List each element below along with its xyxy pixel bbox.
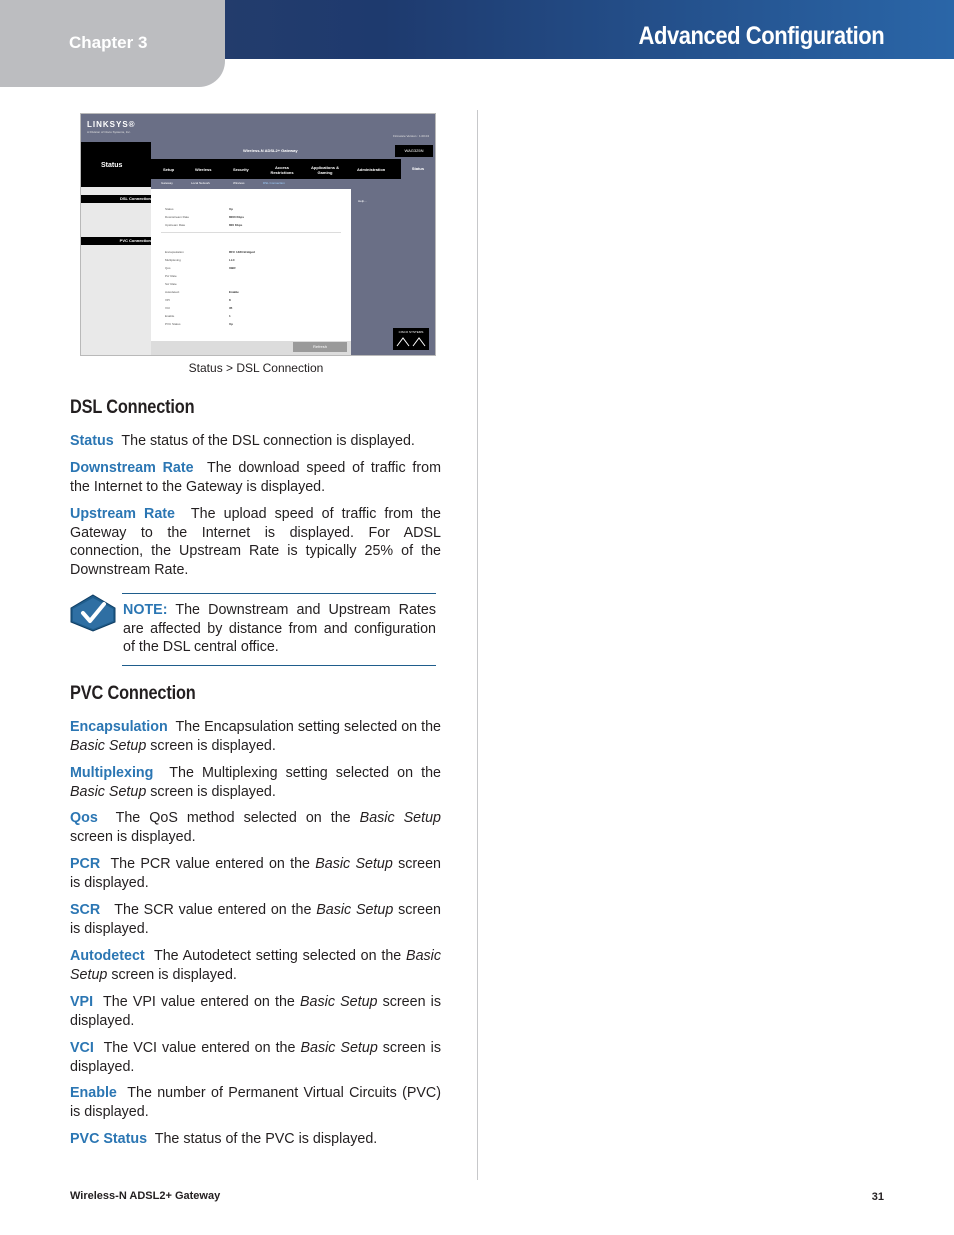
checkmark-note-icon xyxy=(70,594,116,632)
pvc-desc-suffix: screen is displayed. xyxy=(146,783,276,800)
pvc-desc: The QoS method selected on the xyxy=(97,810,360,826)
screenshot-row-label: Enable xyxy=(165,314,175,318)
note-bottom-rule xyxy=(122,665,436,666)
pvc-term: PVC Status xyxy=(70,1131,148,1147)
pvc-desc: The Autodetect setting selected on the xyxy=(144,948,407,964)
pvc-desc: The Multiplexing setting selected on the xyxy=(153,765,445,781)
pvc-desc-emphasis: Basic Setup xyxy=(300,1040,378,1056)
pvc-item xyxy=(70,1084,445,1121)
screenshot-row-value: 1 xyxy=(229,314,231,318)
screenshot-row-value: 8000 Kbps xyxy=(229,215,245,219)
pvc-desc-suffix: screen is displayed. xyxy=(107,966,237,983)
screenshot-row-value: 800 Kbps xyxy=(229,223,243,227)
pvc-desc-emphasis: Basic Setup xyxy=(70,737,147,754)
screenshot-row-label: PVC Status xyxy=(165,322,181,326)
pvc-desc-suffix: screen is displayed. xyxy=(70,902,442,937)
pvc-term: PCR xyxy=(70,856,101,872)
pvc-term: Enable xyxy=(70,1085,117,1101)
footer-product: Wireless-N ADSL2+ Gateway xyxy=(70,1190,221,1202)
pvc-item xyxy=(70,1130,441,1149)
screenshot-row-label: Multiplexing xyxy=(165,258,181,262)
screenshot-row-value: 35 xyxy=(229,306,233,310)
page-title: Advanced Configuration xyxy=(638,22,884,50)
screenshot-submenu-gateway: Gateway xyxy=(161,181,173,185)
screenshot-menu-security: Security xyxy=(233,167,249,172)
term-upstream: Upstream Rate xyxy=(70,506,176,522)
screenshot-row-value: RFC 1483 Bridged xyxy=(229,250,255,254)
pvc-item xyxy=(70,1039,441,1076)
screenshot-submenu-dsl: DSL Connection xyxy=(263,181,285,185)
screenshot-menu-apps: Applications & Gaming xyxy=(310,165,339,175)
screenshot-help-label: Help... xyxy=(358,199,367,203)
pvc-desc-emphasis: Basic Setup xyxy=(359,810,441,826)
screenshot-row-label: Pcr Rate xyxy=(165,274,177,278)
footer-page-number: 31 xyxy=(871,1191,884,1203)
pvc-desc-suffix: screen is displayed. xyxy=(70,828,196,845)
pvc-item xyxy=(70,855,441,892)
note-label: NOTE: xyxy=(123,602,168,618)
pvc-desc: The SCR value entered on the xyxy=(100,902,317,918)
pvc-desc: The Encapsulation setting selected on the xyxy=(167,719,445,735)
screenshot-row-label: Qos xyxy=(165,266,171,270)
pvc-item xyxy=(70,764,445,801)
pvc-item xyxy=(70,901,441,938)
pvc-term: Autodetect xyxy=(70,948,145,964)
screenshot-section-dsl: DSL Connection xyxy=(81,195,151,203)
screenshot-submenu-local: Local Network xyxy=(191,181,211,185)
pvc-term: Encapsulation xyxy=(70,719,168,735)
screenshot-row-label: Encapsulation xyxy=(165,250,184,254)
pvc-desc-suffix: screen is displayed. xyxy=(146,737,276,754)
screenshot-row-label: Upstream Rate xyxy=(165,223,186,227)
screenshot-menu-status: Status xyxy=(401,159,435,179)
pvc-desc: The VCI value entered on the xyxy=(93,1040,301,1056)
pvc-term: VPI xyxy=(70,994,94,1010)
screenshot-product-name: Wireless-N ADSL2+ Gateway xyxy=(243,148,298,153)
pvc-desc-emphasis: Basic Setup xyxy=(70,948,441,983)
desc-status: The status of the DSL connection is displayed. xyxy=(113,433,415,449)
screenshot-page-label: Status xyxy=(101,162,123,169)
screenshot-row-label: VCI xyxy=(165,306,171,310)
dsl-heading: DSL Connection xyxy=(70,397,195,418)
desc-downstream: The download speed of traffic from the Internet to the Gateway is displayed. xyxy=(70,460,445,495)
screenshot-row-label: Downstream Rate xyxy=(165,215,190,219)
screenshot-row-label: Status xyxy=(165,207,174,211)
pvc-desc: The number of Permanent Virtual Circuits (PVC) is displayed. xyxy=(70,1085,445,1120)
router-screenshot xyxy=(80,113,436,356)
pvc-term: Multiplexing xyxy=(70,765,154,781)
dsl-item-upstream xyxy=(70,505,445,579)
cisco-logo xyxy=(393,328,429,350)
pvc-desc-suffix: screen is displayed. xyxy=(70,1040,442,1075)
pvc-term: VCI xyxy=(70,1040,94,1056)
pvc-desc-emphasis: Basic Setup xyxy=(316,902,394,918)
pvc-heading: PVC Connection xyxy=(70,683,196,704)
pvc-desc: The PCR value entered on the xyxy=(100,856,316,872)
screenshot-refresh-button: Refresh xyxy=(293,342,347,352)
screenshot-menu-access: Access Restrictions xyxy=(270,165,294,175)
pvc-item xyxy=(70,947,441,984)
pvc-item xyxy=(70,993,441,1030)
screenshot-row-label: VPI xyxy=(165,298,170,302)
pvc-term: SCR xyxy=(70,902,101,918)
desc-upstream: The upload speed of traffic from the Gateway to the Internet is displayed. For ADSL connection, the Upstream Rate is typically 25% of the Downstream Rate. xyxy=(70,506,445,578)
screenshot-row-value: 8 xyxy=(229,298,231,302)
pvc-item xyxy=(70,718,445,755)
note-text-block xyxy=(123,601,436,657)
chapter-label: Chapter 3 xyxy=(69,33,148,52)
term-status: Status xyxy=(70,433,114,449)
screenshot-row-label: Scr Rate xyxy=(165,282,177,286)
screenshot-menu-admin: Administration xyxy=(357,167,386,172)
screenshot-menu-setup: Setup xyxy=(163,167,175,172)
screenshot-menu-wireless: Wireless xyxy=(195,167,212,172)
dsl-item-downstream xyxy=(70,459,445,496)
pvc-desc: The VPI value entered on the xyxy=(93,994,301,1010)
screenshot-row-value: Up xyxy=(229,207,233,211)
linksys-logo: LINKSYS® xyxy=(87,120,136,129)
dsl-item-status xyxy=(70,432,441,451)
pvc-desc: The status of the PVC is displayed. xyxy=(147,1131,378,1147)
term-downstream: Downstream Rate xyxy=(70,460,194,476)
note-body: The Downstream and Upstream Rates are affected by distance from and configuration of the DSL central office. xyxy=(123,602,436,656)
pvc-desc-suffix: screen is displayed. xyxy=(70,856,441,891)
screenshot-submenu-wireless: Wireless xyxy=(233,181,245,185)
screenshot-row-value: Enable xyxy=(229,290,239,294)
pvc-desc-emphasis: Basic Setup xyxy=(70,783,147,800)
note-top-rule xyxy=(122,593,436,594)
pvc-item xyxy=(70,809,441,846)
pvc-desc-suffix: screen is displayed. xyxy=(70,994,441,1029)
screenshot-row-value: LLC xyxy=(229,258,235,262)
cisco-bridge-icon xyxy=(393,334,429,348)
pvc-term: Qos xyxy=(70,810,98,826)
firmware-label: Firmware Version : 1.00.04 xyxy=(393,134,429,138)
screenshot-row-value: Up xyxy=(229,322,233,326)
screenshot-divider xyxy=(161,232,341,233)
screenshot-section-pvc: PVC Connection xyxy=(81,237,151,245)
screenshot-row-label: Autodetect xyxy=(165,290,180,294)
logo-subtitle: A Division of Cisco Systems, Inc. xyxy=(87,130,131,134)
pvc-desc-emphasis: Basic Setup xyxy=(300,994,378,1010)
column-divider xyxy=(477,110,478,1180)
screenshot-row-value: UBR xyxy=(229,266,236,270)
figure-caption: Status > DSL Connection xyxy=(188,361,324,375)
screenshot-model: WAG325N xyxy=(395,145,433,157)
pvc-desc-emphasis: Basic Setup xyxy=(315,856,393,872)
cisco-logo-text: CISCO SYSTEMS xyxy=(398,330,424,334)
